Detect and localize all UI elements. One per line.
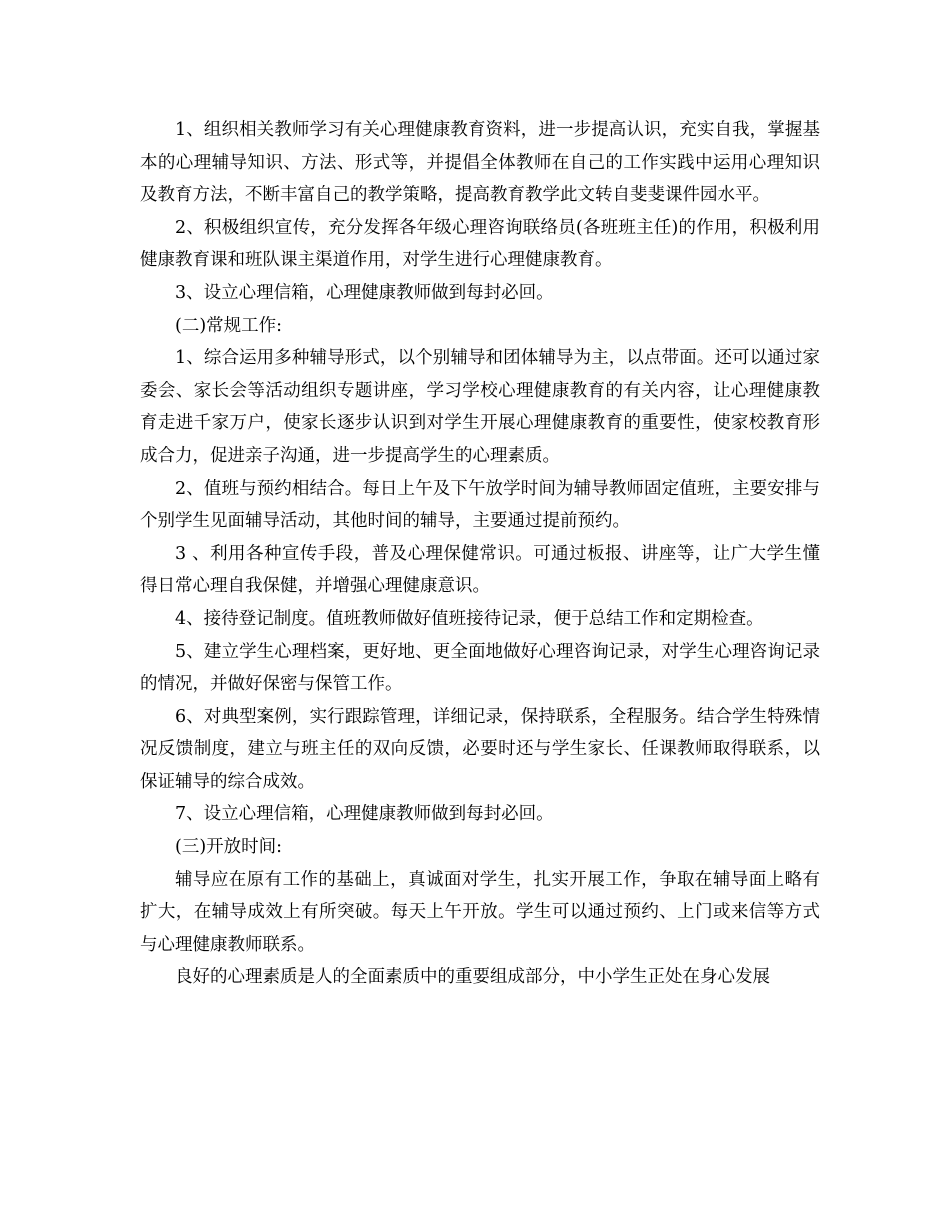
paragraph-10: 6、对典型案例，实行跟踪管理，详细记录，保持联系，全程服务。结合学生特殊情况反馈制度，建立与班主任的双向反馈，必要时还与学生家长、任课教师取得联系，以保证辅导的综合成效。 <box>140 706 820 792</box>
document-body <box>140 114 820 994</box>
paragraph-2: 2、积极组织宣传，充分发挥各年级心理咨询联络员(各班班主任)的作用，积极利用健康教育课和班队课主渠道作用，对学生进行心理健康教育。 <box>140 217 820 271</box>
paragraph-6: 2、值班与预约相结合。每日上午及下午放学时间为辅导教师固定值班，主要安排与个别学生见面辅导活动，其他时间的辅导，主要通过提前预约。 <box>140 478 820 532</box>
paragraph-11: 7、设立心理信箱，心理健康教师做到每封必回。 <box>175 804 554 825</box>
paragraph-3: 3、设立心理信箱，心理健康教师做到每封必回。 <box>175 282 554 303</box>
paragraph-14: 良好的心理素质是人的全面素质中的重要组成部分，中小学生正处在身心发展 <box>175 967 770 988</box>
paragraph-7: 3 、利用各种宣传手段，普及心理保健常识。可通过板报、讲座等，让广大学生懂得日常心理自我保健，并增强心理健康意识。 <box>140 543 820 597</box>
section-heading-opening-hours: (三)开放时间: <box>175 837 283 858</box>
paragraph-5: 1、综合运用多种辅导形式，以个别辅导和团体辅导为主，以点带面。还可以通过家委会、家长会等活动组织专题讲座，学习学校心理健康教育的有关内容，让心理健康教育走进千家万户，使家长逐步认识到对学生开展心理健康教育的重要性，使家校教育形成合力，促进亲子沟通，进一步提高学生的心理素质。 <box>140 348 820 466</box>
paragraph-13: 辅导应在原有工作的基础上，真诚面对学生，扎实开展工作，争取在辅导面上略有扩大，在辅导成效上有所突破。每天上午开放。学生可以通过预约、上门或来信等方式与心理健康教师联系。 <box>140 869 820 955</box>
paragraph-9: 5、建立学生心理档案，更好地、更全面地做好心理咨询记录，对学生心理咨询记录的情况，并做好保密与保管工作。 <box>140 641 820 695</box>
paragraph-1: 1、组织相关教师学习有关心理健康教育资料，进一步提高认识，充实自我，掌握基本的心理辅导知识、方法、形式等，并提倡全体教师在自己的工作实践中运用心理知识及教育方法，不断丰富自己的教学策略，提高教育教学此文转自斐斐课件园水平。 <box>140 120 820 206</box>
paragraph-8: 4、接待登记制度。值班教师做好值班接待记录，便于总结工作和定期检查。 <box>175 608 764 629</box>
section-heading-routine-work: (二)常规工作: <box>175 315 283 336</box>
